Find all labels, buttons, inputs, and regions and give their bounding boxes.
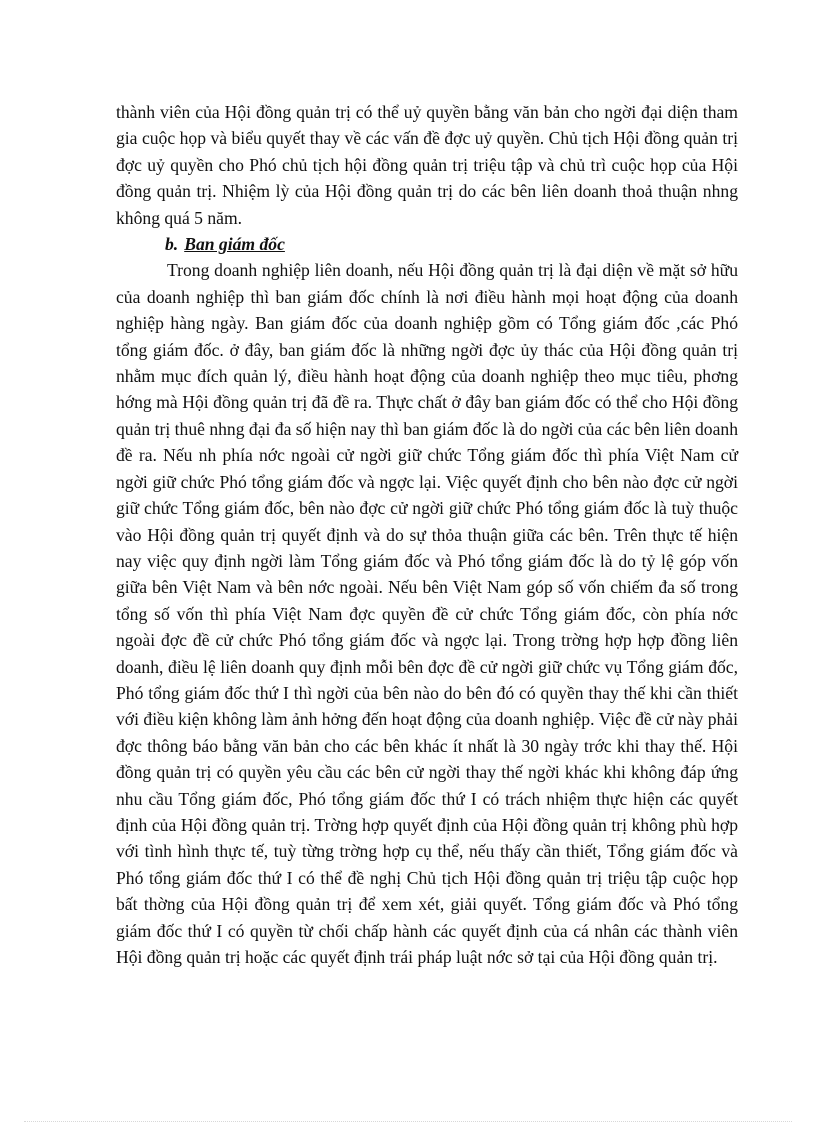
intro-paragraph: thành viên của Hội đồng quản trị có thể uỷ quyền bằng văn bản cho ngời đại diện tham gia cuộc họp và biểu quyết thay về các vấn đề đợc uỷ quyền. Chủ tịch Hội đồng quản trị đợc uỷ quyền cho Phó chủ tịch hội đồng quản trị triệu tập và chủ trì cuộc họp của Hội đồng quản trị. Nhiệm lỳ của Hội đồng quản trị do các bên liên doanh thoả thuận nhng không quá 5 năm. <box>116 102 738 228</box>
body-paragraph: Trong doanh nghiệp liên doanh, nếu Hội đồng quản trị là đại diện về mặt sở hữu của doanh nghiệp thì ban giám đốc chính là nơi điều hành mọi hoạt động của doanh nghiệp hàng ngày. Ban giám đốc của doanh nghiệp gồm có Tổng giám đốc ,các Phó tổng giám đốc. ở đây, ban giám đốc là những ngời đợc ủy thác của Hội đồng quản trị nhằm mục đích quản lý, điều hành hoạt động của doanh nghiệp theo mục tiêu, phơng hớng mà Hội đồng quản trị đã đề ra. Thực chất ở đây ban giám đốc có thể cho Hội đồng quản trị thuê nhng đại đa số hiện nay thì ban giám đốc là do ngời của các bên liên doanh đề ra. Nếu nh phía nớc ngoài cử ngời giữ chức Tổng giám đốc thì phía Việt Nam cử ngời giữ chức Phó tổng giám đốc và ngợc lại. Việc quyết định cho bên nào đợc cử ngời giữ chức Tổng giám đốc, bên nào đợc cử ngời giữ chức Phó tổng giám đốc là tuỳ thuộc vào Hội đồng quản trị quyết định và do sự thỏa thuận giữa các bên. Trên thực tế hiện nay việc quy định ngời làm Tổng giám đốc và Phó tổng giám đốc là do tỷ lệ góp vốn giữa bên Việt Nam và bên nớc ngoài. Nếu bên Việt Nam góp số vốn chiếm đa số trong tổng số vốn thì phía Việt Nam đợc quyền đề cử chức Tổng giám đốc, còn phía nớc ngoài đợc đề cử chức Phó tổng giám đốc và ngợc lại. Trong trờng hợp hợp đồng liên doanh, điều lệ liên doanh quy định mỗi bên đợc đề cử ngời giữ chức vụ Tổng giám đốc, Phó tổng giám đốc thứ I thì ngời của bên nào do bên đó có quyền thay thế khi cần thiết với điều kiện không làm ảnh hởng đến hoạt động của doanh nghiệp. Việc đề cử này phải đợc thông báo bằng văn bản cho các bên khác ít nhất là 30 ngày trớc khi thay thế. Hội đồng quản trị có quyền yêu cầu các bên cử ngời thay thế ngời khác khi không đáp ứng nhu cầu Tổng giám đốc, Phó tổng giám đốc thứ I có trách nhiệm thực hiện các quyết định của Hội đồng quản trị. Trờng hợp quyết định của Hội đồng quản trị không phù hợp với tình hình thực tế, tuỳ từng trờng hợp cụ thể, nếu thấy cần thiết, Tổng giám đốc và Phó tổng giám đốc thứ I có thể đề nghị Chủ tịch Hội đồng quản trị triệu tập cuộc họp bất thờng của Hội đồng quản trị để xem xét, giải quyết. Tổng giám đốc và Phó tổng giám đốc thứ I có quyền từ chối chấp hành các quyết định của cá nhân các thành viên Hội đồng quản trị hoặc các quyết định trái pháp luật nớc sở tại của Hội đồng quản trị. <box>116 260 738 967</box>
page-body <box>116 99 738 970</box>
section-number: b. <box>165 234 179 255</box>
page-bottom-divider <box>24 1121 792 1122</box>
section-heading <box>116 231 738 257</box>
section-title: Ban giám đốc <box>184 234 285 255</box>
